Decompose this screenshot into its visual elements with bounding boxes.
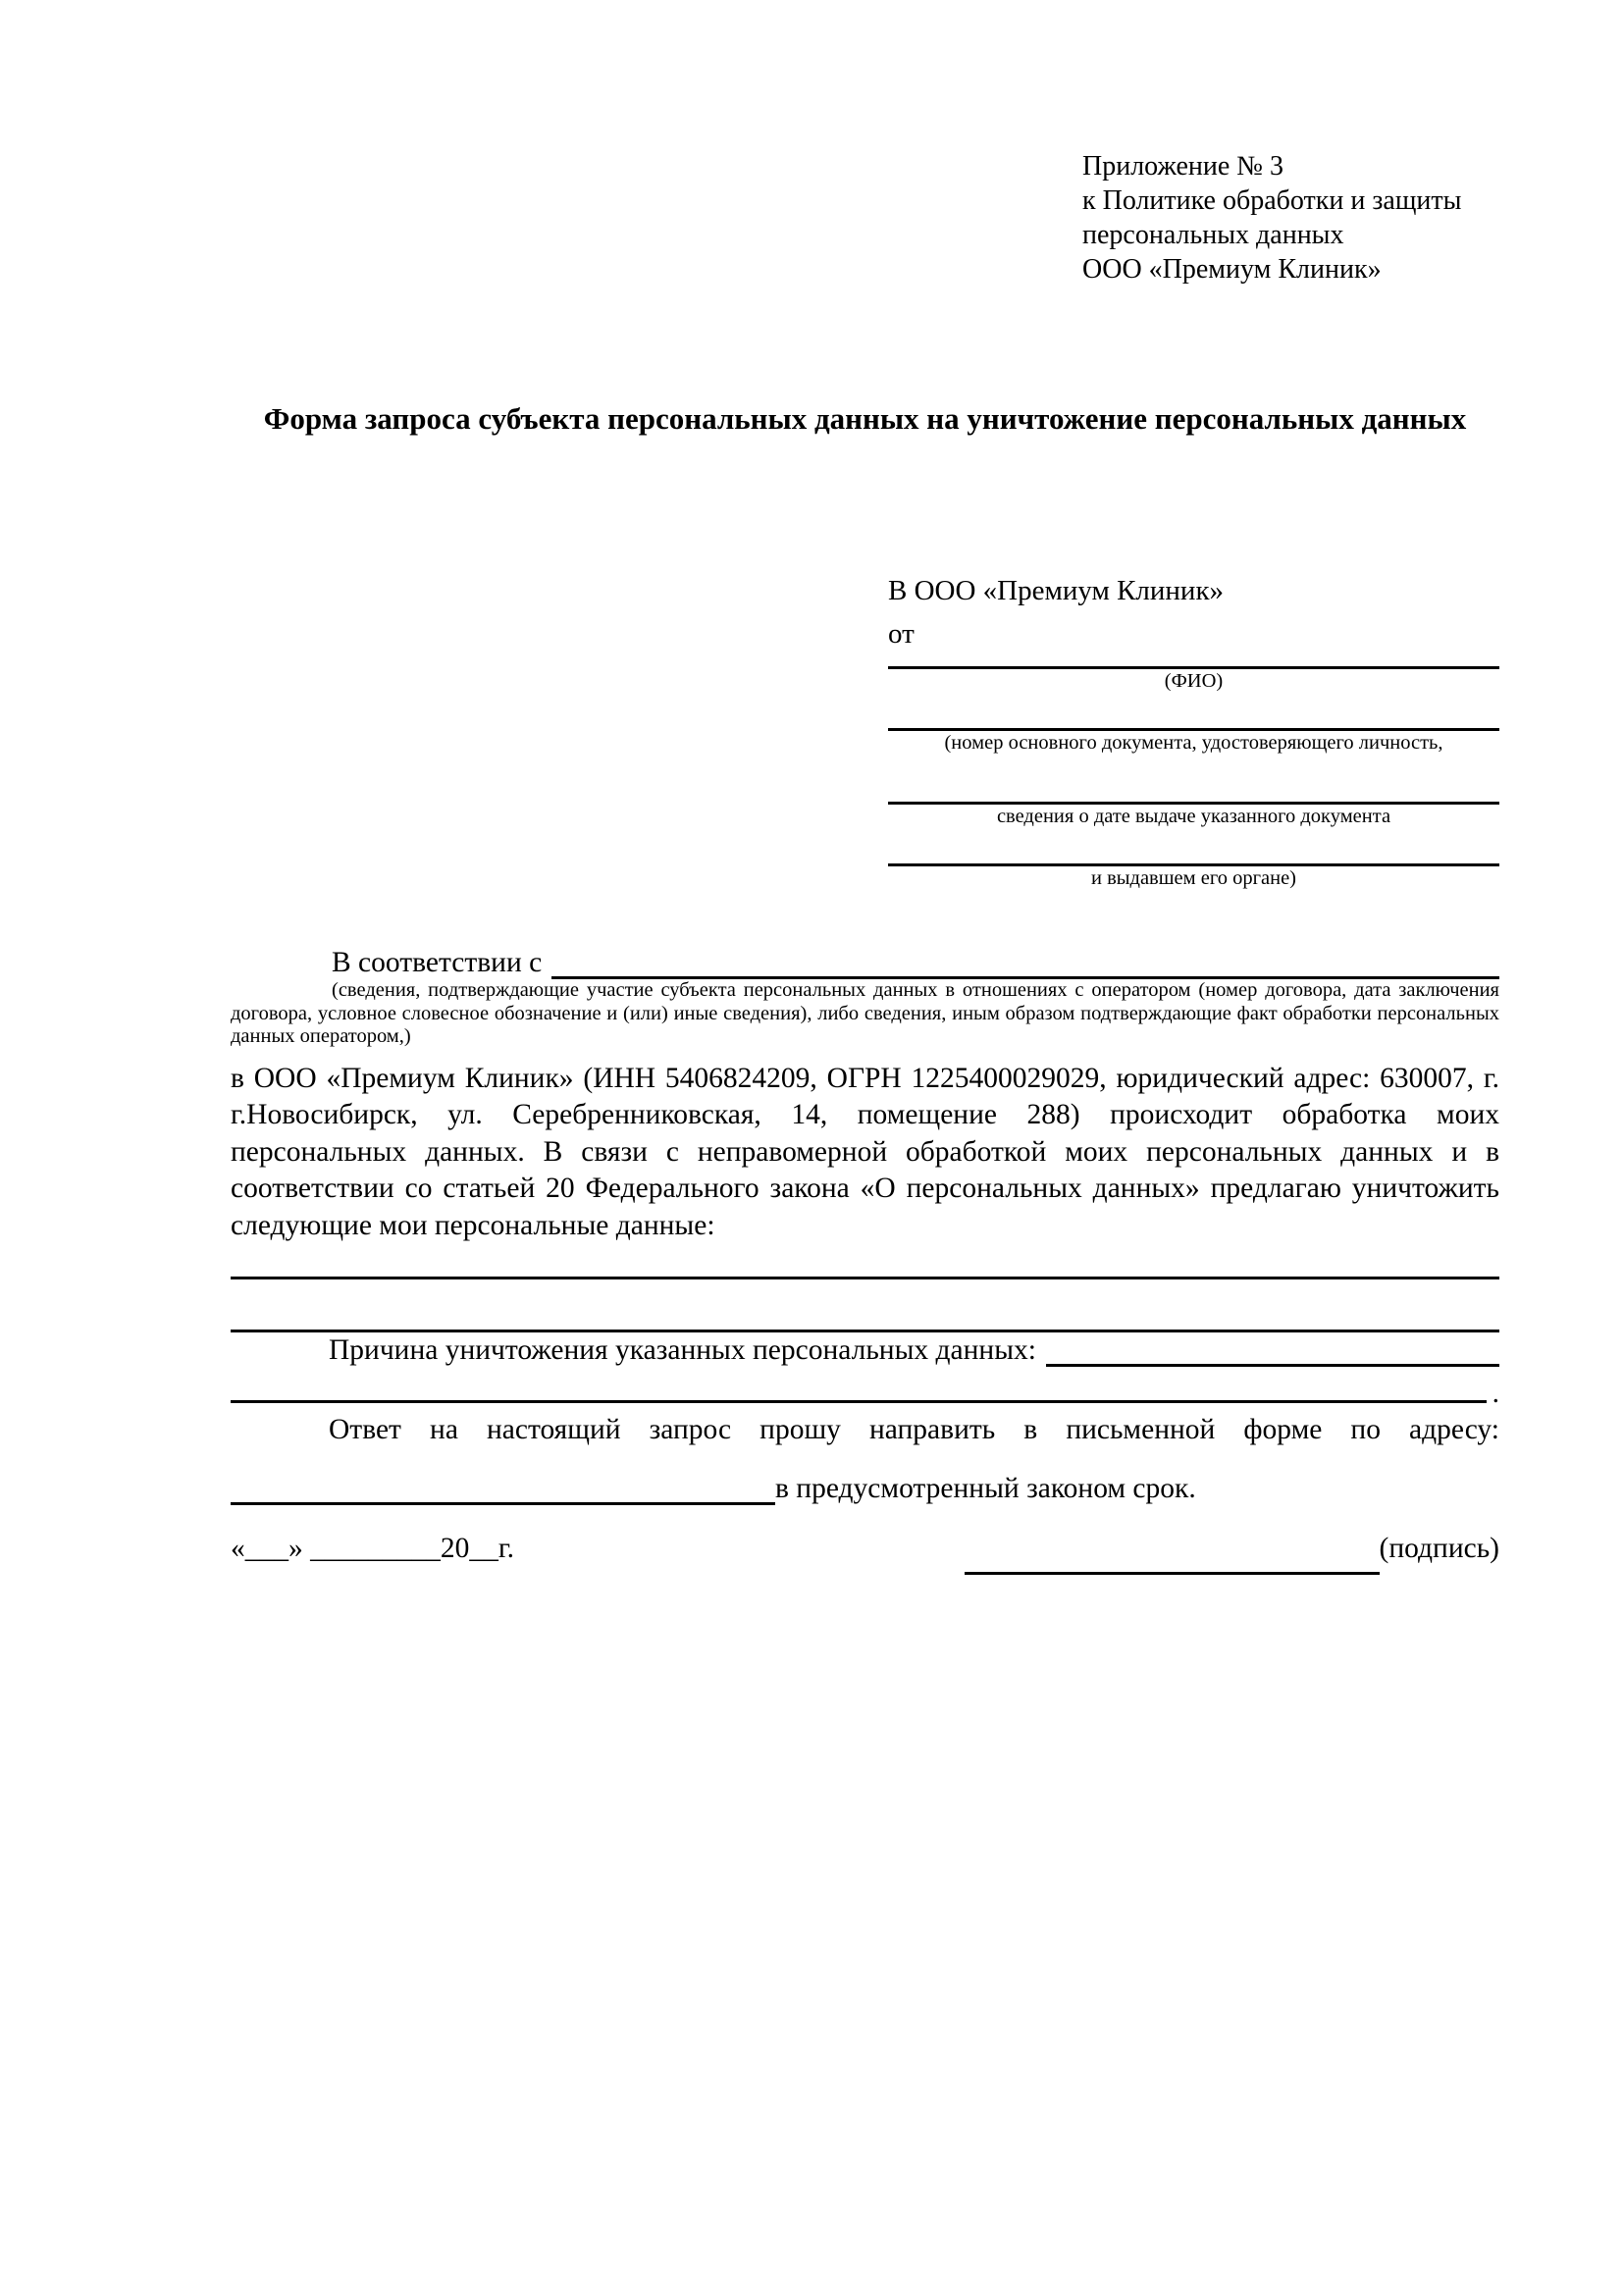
issuing-authority-blank-line — [888, 828, 1499, 866]
document-body — [231, 940, 1499, 1505]
response-request-text: Ответ на настоящий запрос прошу направить в письменной форме по адресу: — [329, 1414, 1499, 1446]
address-blank-line — [231, 1465, 775, 1505]
issuing-authority-caption: и выдавшем его органе) — [1090, 867, 1296, 889]
accordance-row — [231, 940, 1499, 979]
reason-label: Причина уничтожения указанных персональных данных: — [329, 1334, 1036, 1367]
accordance-blank-line — [551, 943, 1499, 979]
accordance-note: (сведения, подтверждающие участие субъекта персональных данных в отношениях с оператором (номер договора, дата заключения договора, условное словесное обозначение и (или) иные сведения), либо сведения, иным образом подтверждающие факт обработки персональных данных оператором,) — [231, 979, 1499, 1047]
personal-data-blank-line-2 — [231, 1279, 1499, 1332]
issue-date-blank-line — [888, 755, 1499, 805]
issue-date-field — [888, 755, 1499, 828]
addressee-from: от — [888, 618, 915, 650]
document-number-blank-line — [888, 693, 1499, 731]
signature-blank-line — [965, 1533, 1380, 1575]
issuing-authority-field — [888, 828, 1499, 890]
reason-terminator: . — [1492, 1378, 1499, 1410]
accordance-label: В соответствии с — [332, 947, 543, 978]
document-number-caption: (номер основного документа, удостоверяющего личность, — [944, 732, 1443, 754]
appendix-header-line-4: ООО «Премиум Клиник» — [1082, 254, 1382, 285]
document-number-field — [888, 693, 1499, 755]
appendix-header — [1082, 149, 1461, 287]
personal-data-blank-line-1 — [231, 1244, 1499, 1279]
response-suffix: в предусмотренный законом срок. — [775, 1473, 1196, 1505]
signature-group — [965, 1523, 1499, 1565]
main-paragraph: в ООО «Премиум Клиник» (ИНН 5406824209, ОГРН 1225400029029, юридический адрес: 630007, г. г.Новосибирск, ул. Серебренниковская, 14, помещение 288) происходит обработка моих персональных данных. В связи с неправомерной обработкой моих персональных данных и в соответствии со статьей 20 Федерального закона «О персональных данных» предлагаю уничтожить следующие мои персональные данные: — [231, 1062, 1499, 1241]
reason-blank-line — [1046, 1331, 1499, 1367]
fio-field — [888, 657, 1499, 693]
reason-row — [231, 1332, 1499, 1367]
appendix-header-line-1: Приложение № 3 — [1082, 151, 1283, 182]
fio-blank-line — [888, 657, 1499, 669]
response-address-row — [231, 1464, 1499, 1505]
addressee-block — [888, 575, 1499, 890]
appendix-header-line-3: персональных данных — [1082, 220, 1344, 250]
signature-caption: (подпись) — [1379, 1533, 1499, 1564]
issue-date-caption: сведения о дате выдаче указанного документа — [996, 806, 1391, 827]
addressee-to: В ООО «Премиум Клиник» — [888, 575, 1225, 606]
date-blank: «___» _________20__г. — [231, 1533, 515, 1564]
reason-blank-line-2 — [231, 1367, 1487, 1403]
appendix-header-line-2: к Политике обработки и защиты — [1082, 185, 1462, 216]
date-signature-row — [231, 1523, 1499, 1565]
reason-continuation-row — [231, 1367, 1499, 1410]
fio-caption: (ФИО) — [1164, 670, 1224, 692]
document-title: Форма запроса субъекта персональных данных на уничтожение персональных данных — [263, 401, 1467, 436]
